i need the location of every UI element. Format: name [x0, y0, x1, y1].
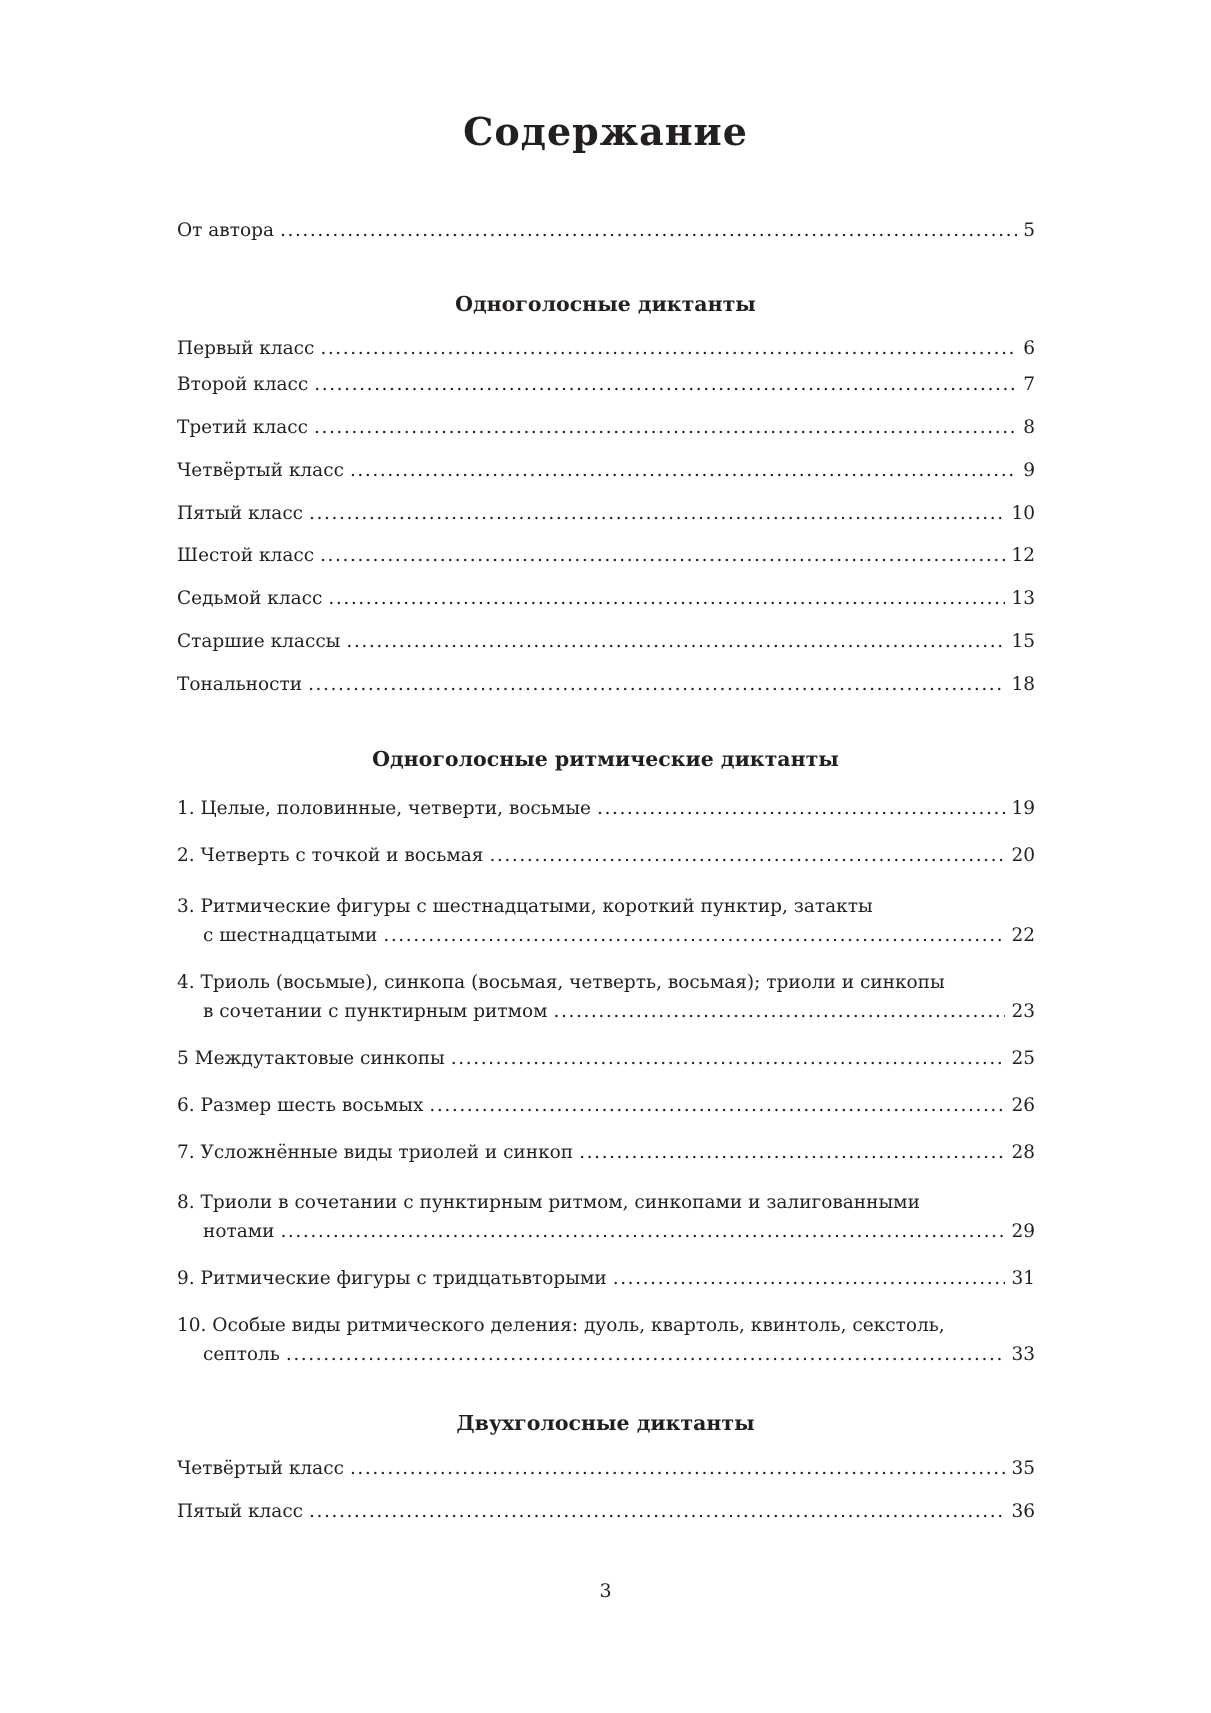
toc-entry-page: 8: [1023, 417, 1035, 438]
dot-leader: [613, 1265, 1006, 1293]
section-heading: Двухголосные диктанты: [456, 1411, 755, 1435]
toc-entry[interactable]: [177, 414, 1035, 442]
toc-entry[interactable]: [177, 585, 1035, 613]
toc-entry-title: 2. Четверть с точкой и восьмая: [177, 845, 484, 866]
dot-leader: [314, 371, 1017, 399]
toc-entry-page: 23: [1011, 1001, 1035, 1022]
toc-entry[interactable]: [177, 795, 1035, 823]
toc-entry-line1[interactable]: [177, 969, 1035, 997]
toc-entry-title: 8. Триоли в сочетании с пунктирным ритмом, синкопами и залигованными: [177, 1192, 920, 1213]
toc-entry-title: Пятый класс: [177, 503, 304, 524]
dot-leader: [429, 1092, 1005, 1120]
toc-entry-title: 6. Размер шесть восьмых: [177, 1095, 424, 1116]
toc-entry[interactable]: [177, 1498, 1035, 1526]
toc-entry-title: Первый класс: [177, 338, 315, 359]
dot-leader: [280, 1218, 1005, 1246]
dot-leader: [314, 414, 1017, 442]
dot-leader: [489, 842, 1005, 870]
toc-entry-title: 9. Ритмические фигуры с тридцатьвторыми: [177, 1268, 607, 1289]
dot-leader: [280, 217, 1017, 245]
page-number: 3: [599, 1580, 612, 1602]
toc-entry-title-cont: с шестнадцатыми: [203, 925, 378, 946]
toc-entry-title: 3. Ритмические фигуры с шестнадцатыми, короткий пунктир, затакты: [177, 896, 873, 917]
toc-entry-line1[interactable]: [177, 893, 1035, 921]
toc-entry-page: 33: [1011, 1344, 1035, 1365]
dot-leader: [320, 335, 1017, 363]
dot-leader: [308, 671, 1005, 699]
dot-leader: [309, 1498, 1005, 1526]
section-heading: Одноголосные диктанты: [455, 292, 756, 316]
toc-entry[interactable]: [177, 1265, 1035, 1293]
dot-leader: [346, 628, 1005, 656]
toc-entry-title-cont: нотами: [203, 1221, 275, 1242]
toc-entry-page: 19: [1011, 798, 1035, 819]
toc-entry-line2[interactable]: [203, 1218, 1035, 1246]
toc-entry[interactable]: [177, 500, 1035, 528]
toc-entry-page: 9: [1023, 460, 1035, 481]
toc-entry-page: 12: [1011, 545, 1035, 566]
toc-entry-title: Тональности: [177, 674, 303, 695]
dot-leader: [554, 998, 1006, 1026]
toc-entry[interactable]: [177, 1092, 1035, 1120]
toc-entry-page: 5: [1023, 220, 1035, 241]
toc-entry-preface[interactable]: [177, 217, 1035, 245]
toc-entry[interactable]: [177, 671, 1035, 699]
toc-entry-title: 4. Триоль (восьмые), синкопа (восьмая, четверть, восьмая); триоли и синкопы: [177, 972, 945, 993]
toc-entry[interactable]: [177, 1045, 1035, 1073]
toc-entry-page: 31: [1011, 1268, 1035, 1289]
dot-leader: [451, 1045, 1006, 1073]
toc-entry-title: От автора: [177, 220, 274, 241]
toc-entry-page: 7: [1023, 374, 1035, 395]
toc-entry-page: 26: [1011, 1095, 1035, 1116]
toc-entry-page: 29: [1011, 1221, 1035, 1242]
dot-leader: [579, 1139, 1005, 1167]
toc-entry[interactable]: [177, 1139, 1035, 1167]
toc-entry-page: 28: [1011, 1142, 1035, 1163]
toc-entry-title-cont: септоль: [203, 1344, 280, 1365]
toc-entry-page: 13: [1011, 588, 1035, 609]
toc-entry-page: 22: [1011, 925, 1035, 946]
toc-entry-title: Пятый класс: [177, 1501, 304, 1522]
toc-entry-title: Седьмой класс: [177, 588, 323, 609]
toc-entry[interactable]: [177, 371, 1035, 399]
dot-leader: [350, 1455, 1006, 1483]
toc-entry-page: 15: [1011, 631, 1035, 652]
dot-leader: [597, 795, 1005, 823]
toc-entry-page: 6: [1023, 338, 1035, 359]
section-heading: Одноголосные ритмические диктанты: [372, 747, 839, 771]
toc-entry-page: 20: [1011, 845, 1035, 866]
toc-entry-title: Четвёртый класс: [177, 1458, 344, 1479]
toc-entry-page: 35: [1011, 1458, 1035, 1479]
toc-entry[interactable]: [177, 842, 1035, 870]
toc-entry-line2[interactable]: [203, 998, 1035, 1026]
toc-entry-title-cont: в сочетании с пунктирным ритмом: [203, 1001, 548, 1022]
toc-entry-title: Старшие классы: [177, 631, 341, 652]
toc-entry[interactable]: [177, 457, 1035, 485]
dot-leader: [328, 585, 1005, 613]
toc-entry-page: 36: [1011, 1501, 1035, 1522]
toc-entry-title: Шестой класс: [177, 545, 315, 566]
toc-entry-page: 18: [1011, 674, 1035, 695]
dot-leader: [383, 922, 1005, 950]
toc-entry[interactable]: [177, 628, 1035, 656]
page-title: Содержание: [463, 109, 748, 154]
toc-entry-line2[interactable]: [203, 922, 1035, 950]
toc-entry-line1[interactable]: [177, 1189, 1035, 1217]
dot-leader: [286, 1341, 1006, 1369]
dot-leader: [350, 457, 1017, 485]
toc-entry-page: 10: [1011, 503, 1035, 524]
toc-entry-title: 10. Особые виды ритмического деления: дуоль, квартоль, квинтоль, секстоль,: [177, 1315, 945, 1336]
toc-entry-page: 25: [1011, 1048, 1035, 1069]
dot-leader: [320, 542, 1005, 570]
toc-entry[interactable]: [177, 542, 1035, 570]
dot-leader: [309, 500, 1005, 528]
toc-entry[interactable]: [177, 1455, 1035, 1483]
toc-entry-title: Четвёртый класс: [177, 460, 344, 481]
toc-entry-line1[interactable]: [177, 1312, 1035, 1340]
toc-entry-title: 7. Усложнённые виды триолей и синкоп: [177, 1142, 574, 1163]
toc-entry[interactable]: [177, 335, 1035, 363]
toc-entry-title: Второй класс: [177, 374, 309, 395]
toc-entry-line2[interactable]: [203, 1341, 1035, 1369]
toc-entry-title: 5 Междутактовые синкопы: [177, 1048, 445, 1069]
toc-entry-title: 1. Целые, половинные, четверти, восьмые: [177, 798, 591, 819]
toc-entry-title: Третий класс: [177, 417, 308, 438]
